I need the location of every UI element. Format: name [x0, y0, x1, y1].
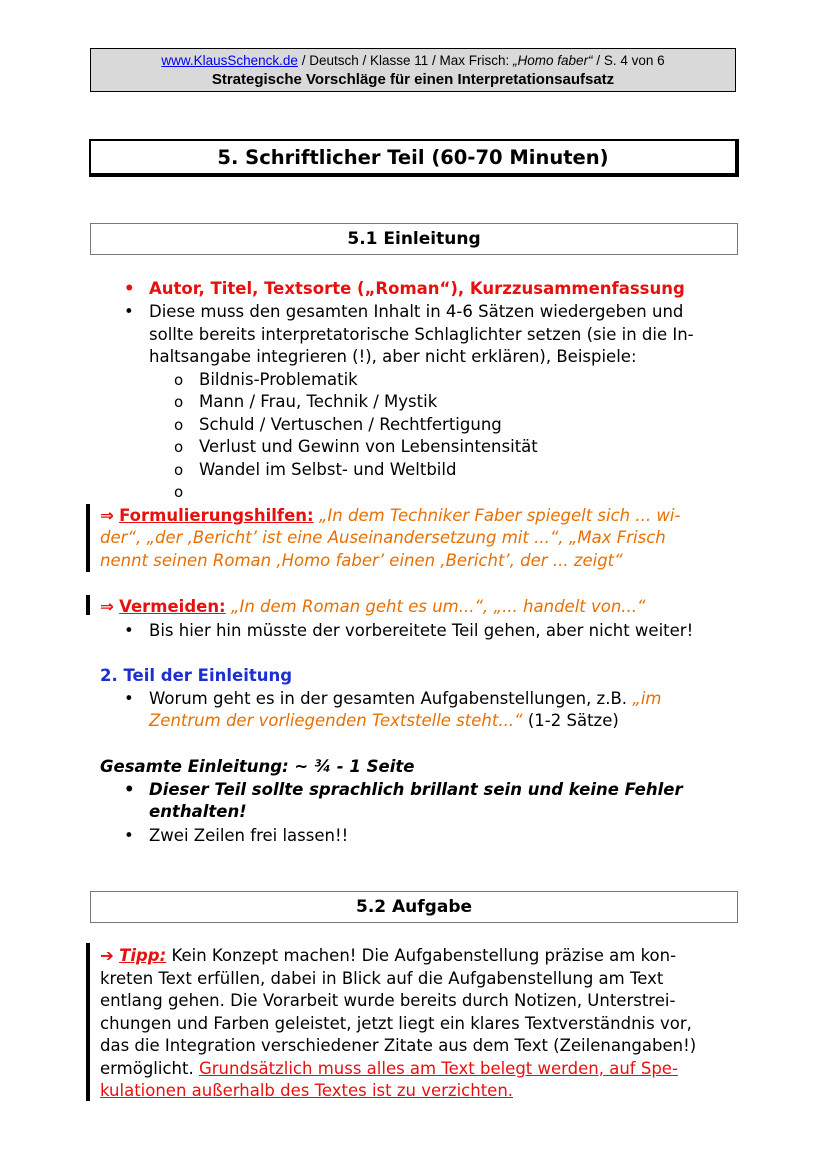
- list-marker: o: [174, 416, 184, 434]
- section-title: 5. Schriftlicher Teil (60-70 Minuten): [89, 139, 739, 177]
- list-marker: o: [174, 461, 184, 479]
- formulierungshilfen-label: Formulierungshilfen:: [119, 506, 314, 525]
- einleitung-title: 5.1 Einleitung: [90, 223, 738, 255]
- tipp-line: chungen und Farben geleistet, jetzt liegt ein klares Textverständnis vor,: [100, 1014, 692, 1033]
- page-header: [90, 48, 736, 92]
- tipp-line1: ➔ Tipp: Kein Konzept machen! Die Aufgabenstellung präzise am kon-: [100, 946, 677, 965]
- formulierungshilfen-line1: ⇒ Formulierungshilfen: „In dem Techniker Faber spiegelt sich ... wi-: [100, 506, 681, 525]
- bullet-autor-titel: • Autor, Titel, Textsorte („Roman“), Kurzzusammenfassung: [149, 278, 685, 301]
- example-item: Mann / Frau, Technik / Mystik: [199, 392, 438, 411]
- vermeiden-line: ⇒ Vermeiden: „In dem Roman geht es um...“, „... handelt von...“: [100, 597, 646, 616]
- margin-bar: [86, 943, 90, 1101]
- gesamt-bullet1-line2: enthalten!: [149, 802, 247, 821]
- tipp-line: ermöglicht. Grundsätzlich muss alles am Text belegt werden, auf Spe-: [100, 1059, 678, 1078]
- example-item: Schuld / Vertuschen / Rechtfertigung: [199, 415, 502, 434]
- tipp-label: Tipp:: [119, 946, 167, 965]
- margin-bar: [86, 504, 90, 572]
- arrow-right-icon: ⇒: [100, 597, 114, 616]
- list-marker: o: [174, 393, 184, 411]
- bullet-inhalt-line2: sollte bereits interpretatorische Schlaglichter setzen (sie in die In-: [149, 325, 694, 344]
- header-subtitle: Strategische Vorschläge für einen Interpretationsaufsatz: [211, 71, 615, 88]
- gesamt-bullet1-line1: • Dieser Teil sollte sprachlich brillant sein und keine Fehler: [149, 779, 683, 802]
- vermeiden-label: Vermeiden:: [119, 597, 226, 616]
- bullet-inhalt-line3: haltsangabe integrieren (!), aber nicht erklären), Beispiele:: [149, 347, 637, 366]
- gesamt-bullet2: • Zwei Zeilen frei lassen!!: [149, 825, 348, 848]
- formulierungshilfen-line3: nennt seinen Roman ‚Homo faber’ einen ‚Bericht’, der ... zeigt“: [100, 551, 623, 570]
- tipp-line: entlang gehen. Die Vorarbeit wurde bereits durch Notizen, Unterstrei-: [100, 991, 676, 1010]
- site-link[interactable]: www.KlausSchenck.de: [161, 53, 298, 68]
- tipp-line-final: kulationen außerhalb des Textes ist zu verzichten.: [100, 1081, 514, 1100]
- teil2-heading: 2. Teil der Einleitung: [100, 666, 293, 685]
- arrow-right-icon: ⇒: [100, 506, 114, 525]
- bullet-inhalt-line1: • Diese muss den gesamten Inhalt in 4-6 Sätzen wiedergeben und: [149, 301, 683, 324]
- example-item: Bildnis-Problematik: [199, 370, 358, 389]
- list-marker: o: [174, 438, 184, 456]
- header-breadcrumb: www.KlausSchenck.de / Deutsch / Klasse 11 / Max Frisch: „Homo faber“ / S. 4 von 6: [161, 53, 665, 68]
- formulierungshilfen-line2: der“, „der ‚Bericht’ ist eine Auseinandersetzung mit ...“, „Max Frisch: [100, 528, 666, 547]
- example-item: Wandel im Selbst- und Weltbild: [199, 460, 457, 479]
- aufgabe-title: 5.2 Aufgabe: [90, 891, 738, 923]
- gesamt-heading: Gesamte Einleitung: ~ ¾ - 1 Seite: [100, 757, 415, 776]
- list-marker: o: [174, 371, 184, 389]
- teil2-bullet-line1: • Worum geht es in der gesamten Aufgabenstellungen, z.B. „im: [149, 688, 662, 711]
- teil2-bullet-line2: Zentrum der vorliegenden Textstelle steht...“ (1-2 Sätze): [149, 711, 619, 730]
- margin-bar: [86, 595, 90, 615]
- list-marker: o: [174, 483, 184, 501]
- bullet-vorbereitet: • Bis hier hin müsste der vorbereitete Teil gehen, aber nicht weiter!: [149, 620, 693, 643]
- example-item: Verlust und Gewinn von Lebensintensität: [199, 437, 538, 456]
- tipp-line: das die Integration verschiedener Zitate aus dem Text (Zeilenangaben!): [100, 1036, 697, 1055]
- tipp-line: kreten Text erfüllen, dabei in Blick auf die Aufgabenstellung am Text: [100, 969, 664, 988]
- arrow-right-icon: ➔: [100, 946, 114, 965]
